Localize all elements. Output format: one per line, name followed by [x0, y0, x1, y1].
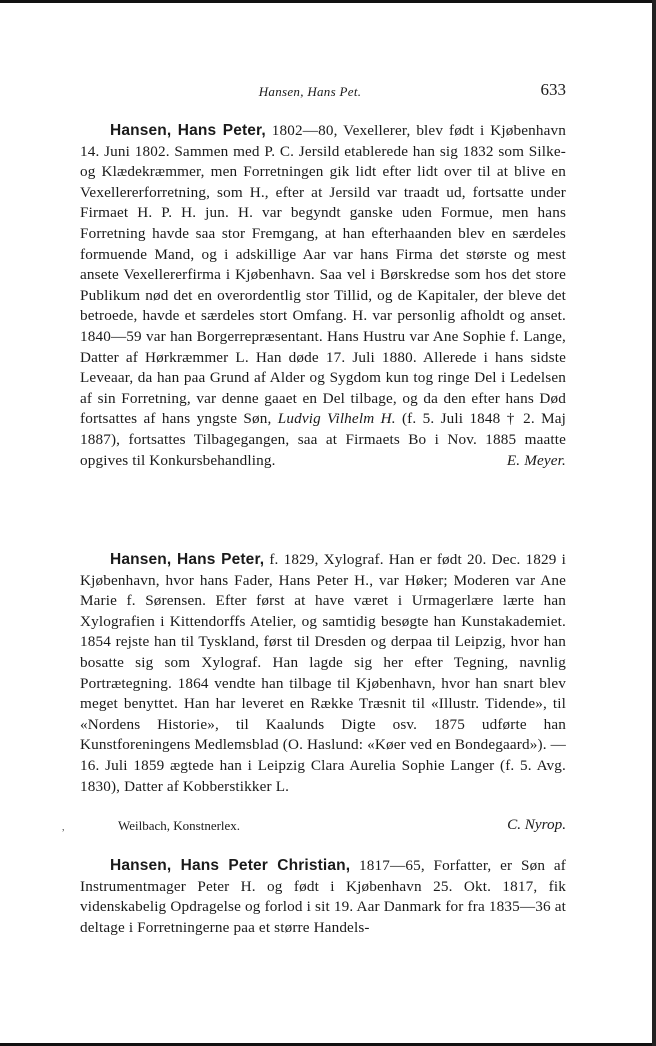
running-head: Hansen, Hans Pet. [258, 84, 362, 99]
scan-edge-right [652, 0, 656, 1046]
entry-body-continued: (f. 5. Juli 1848 † 2. Maj 1887), fortsattes Tilbagegangen, saa at Firmaets Bo i Nov. 1885 maatte opgives til Konkursbehandling. [80, 410, 566, 469]
headword: Hansen, Hans Peter Christian, [110, 857, 351, 874]
entry-text [80, 856, 566, 938]
entry-body: f. 1829, Xylograf. Han er født 20. Dec. 1829 i Kjøbenhavn, hvor hans Fader, Hans Peter H., var Høker; Moderen var Ane Marie f. Sørensen. Efter først at have været i Urmagerlære lærte han Xylografien i Kittendorffs Atelier, og samtidig besøgte han Kunstakademiet. 1854 rejste han til Tyskland, først til Dresden og derpaa til Leipzig, hvor han bosatte sig som Xylograf. Han lagde sig her efter Tegning, navnlig Portrætegning. 1864 vendte han tilbage til Kjøbenhavn, hvor han snart blev meget benyttet. Han har leveret en Række Træsnit til «Illustr. Tidende», til «Nordens Historie», til Kaalunds Digte osv. 1875 udførte han Kunstforeningens Medlemsblad (O. Haslund: «Køer ved en Bondegaard»). — 16. Juli 1859 ægtede han i Leipzig Clara Aurelia Sophie Langer (f. 5. Avg. 1830), Datter af Kobberstikker L. [80, 551, 566, 795]
italic-name: Ludvig Vilhelm H. [277, 410, 396, 428]
margin-mark: , [62, 822, 65, 833]
entry-text [80, 550, 566, 797]
author-signature: C. Nyrop. [507, 816, 566, 833]
author-signature: E. Meyer. [506, 451, 566, 469]
headword: Hansen, Hans Peter, [110, 551, 265, 568]
source-reference-line [118, 818, 566, 836]
entry-body: 1817—65, Forfatter, er Søn af Instrumentmager Peter H. og født i Kjøbenhavn 25. Okt. 1817, fik videnskabelig Opdragelse og forlod i sit 19. Aar Danmark for fra 1835—36 at deltage i Forretningerne paa et større Handels- [80, 857, 566, 936]
entry-text [80, 121, 566, 471]
entry-body: 1802—80, Vexellerer, blev født i Kjøbenhavn 14. Juni 1802. Sammen med P. C. Jersild etablerede han sig 1832 som Silke- og Klædekræmmer, men Forretningen gik lidt efter lidt over til at blive en Vexellererforretning, som H., efter at Jersild var traadt ud, fortsatte under Firmaet H. P. H. jun. H. var begyndt ganske uden Formue, men hans Forretning havde saa stor Fremgang, at han efterhaanden blev en særdeles formuende Mand, og i adskillige Aar var hans Firma det største og mest ansete Vexellererfirma i Kjøbenhavn. Saa vel i Børskredse som hos det store Publikum nød det en overordentlig stor Tillid, og de Kapitaler, der bleve det betroede, havde et særdeles stort Omfang. H. var personlig afholdt og anset. 1840—59 var han Borgerrepræsentant. Hans Hustru var Ane Sophie f. Lange, Datter af Hørkræmmer L. Han døde 17. Juli 1880. Allerede i hans sidste Leveaar, da han paa Grund af Alder og Sygdom kun tog ringe Del i Ledelsen af sin Forretning, var denne gaaet en Del tilbage, og da den efter hans Død fortsattes af hans yngste Søn, [80, 122, 566, 428]
entry-hansen-hans-peter-vexellerer [80, 121, 566, 471]
headword: Hansen, Hans Peter, [110, 122, 266, 139]
source-reference: Weilbach, Konstnerlex. [118, 818, 241, 833]
page-number: 633 [540, 80, 566, 99]
scan-edge-top [0, 0, 656, 3]
entry-hansen-hans-peter-xylograf [80, 550, 566, 797]
entry-hansen-hans-peter-christian [80, 856, 566, 938]
